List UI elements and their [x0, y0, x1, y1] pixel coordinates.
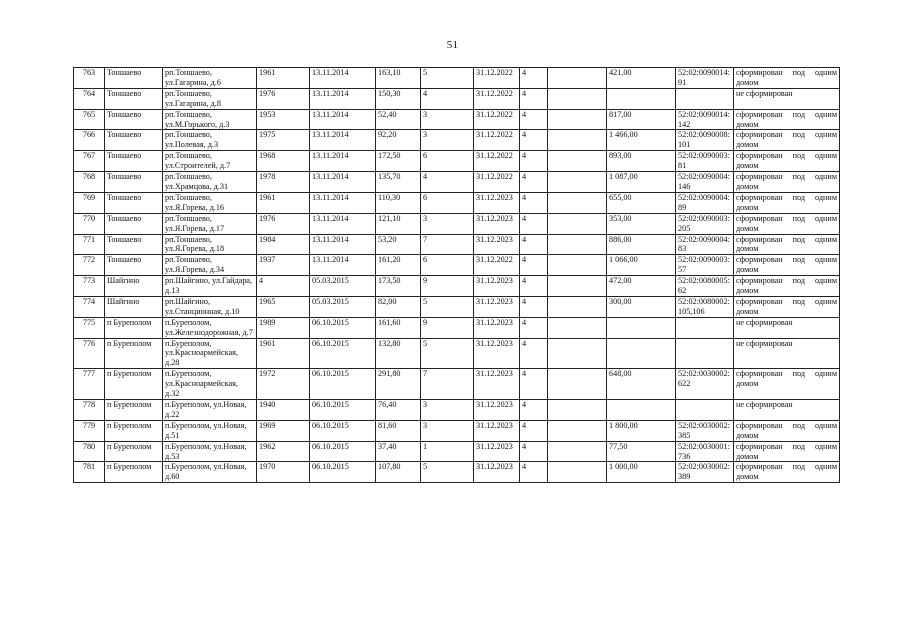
cell-code: 4	[520, 172, 548, 193]
cell-number: 778	[74, 400, 105, 421]
cell-year: 1962	[257, 441, 310, 462]
cell-year: 1975	[257, 130, 310, 151]
cell-date: 13.11.2014	[310, 68, 376, 89]
cell-cost: 1 066,00	[607, 255, 676, 276]
cell-cost: 300,00	[607, 296, 676, 317]
cell-empty	[548, 369, 607, 400]
cell-date: 13.11.2014	[310, 213, 376, 234]
cell-address: рп.Шайгино, ул.Станционная, д.10	[163, 296, 257, 317]
cell-number: 763	[74, 68, 105, 89]
cell-year: 1972	[257, 369, 310, 400]
cell-area: 52,40	[376, 109, 421, 130]
cell-date: 13.11.2014	[310, 130, 376, 151]
cell-area: 135,70	[376, 172, 421, 193]
cell-code: 4	[520, 441, 548, 462]
cell-count: 6	[421, 192, 474, 213]
cell-count: 9	[421, 317, 474, 338]
cell-locality: Тоншаево	[105, 213, 163, 234]
cell-empty	[548, 462, 607, 483]
cell-cadastral: 52:02:0080005:62	[676, 276, 734, 297]
cell-number: 773	[74, 276, 105, 297]
cell-empty	[548, 172, 607, 193]
cell-code: 4	[520, 130, 548, 151]
cell-code: 4	[520, 109, 548, 130]
table-row	[74, 234, 840, 255]
cell-area: 121,10	[376, 213, 421, 234]
cell-status: сформирован под одним домом	[734, 296, 840, 317]
cell-deadline: 31.12.2022	[474, 172, 520, 193]
cell-number: 767	[74, 151, 105, 172]
cell-cadastral: 52:02:0090008:101	[676, 130, 734, 151]
cell-cadastral	[676, 400, 734, 421]
cell-code: 4	[520, 88, 548, 109]
cell-area: 161,20	[376, 255, 421, 276]
cell-code: 4	[520, 255, 548, 276]
cell-code: 4	[520, 151, 548, 172]
cell-cost: 655,00	[607, 192, 676, 213]
cell-cadastral: 52:02:0090014:91	[676, 68, 734, 89]
cell-area: 132,80	[376, 338, 421, 369]
cell-count: 3	[421, 213, 474, 234]
cell-year: 1961	[257, 338, 310, 369]
cell-date: 05.03.2015	[310, 296, 376, 317]
cell-area: 82,00	[376, 296, 421, 317]
cell-locality: п Буреполом	[105, 462, 163, 483]
cell-status: не сформирован	[734, 317, 840, 338]
cell-empty	[548, 441, 607, 462]
cell-empty	[548, 130, 607, 151]
cell-year: 1968	[257, 151, 310, 172]
cell-status: сформирован под одним домом	[734, 151, 840, 172]
cell-cadastral: 52:02:0080002:105,106	[676, 296, 734, 317]
cell-cadastral: 52:02:0030002:389	[676, 462, 734, 483]
cell-area: 291,80	[376, 369, 421, 400]
cell-area: 53,20	[376, 234, 421, 255]
table-row	[74, 441, 840, 462]
cell-empty	[548, 109, 607, 130]
cell-count: 3	[421, 130, 474, 151]
cell-count: 5	[421, 462, 474, 483]
cell-year: 1976	[257, 213, 310, 234]
cell-status: сформирован под одним домом	[734, 441, 840, 462]
cell-year: 1984	[257, 234, 310, 255]
cell-locality: Шайгино	[105, 296, 163, 317]
cell-address: рп.Тоншаево, ул.М.Горького, д.3	[163, 109, 257, 130]
cell-address: рп.Тоншаево, ул.Я.Горева, д.34	[163, 255, 257, 276]
table-row	[74, 462, 840, 483]
table-row	[74, 172, 840, 193]
cell-count: 3	[421, 420, 474, 441]
cell-status: не сформирован	[734, 88, 840, 109]
cell-date: 05.03.2015	[310, 276, 376, 297]
cell-area: 161,60	[376, 317, 421, 338]
housing-registry-table	[73, 67, 840, 483]
cell-status: сформирован под одним домом	[734, 172, 840, 193]
cell-date: 13.11.2014	[310, 88, 376, 109]
cell-code: 4	[520, 338, 548, 369]
cell-date: 13.11.2014	[310, 109, 376, 130]
cell-locality: Тоншаево	[105, 151, 163, 172]
cell-date: 06.10.2015	[310, 317, 376, 338]
cell-status: сформирован под одним домом	[734, 420, 840, 441]
cell-empty	[548, 234, 607, 255]
cell-status: не сформирован	[734, 338, 840, 369]
cell-locality: п Буреполом	[105, 369, 163, 400]
cell-count: 6	[421, 151, 474, 172]
cell-year: 1961	[257, 68, 310, 89]
cell-number: 768	[74, 172, 105, 193]
cell-deadline: 31.12.2022	[474, 151, 520, 172]
cell-date: 06.10.2015	[310, 420, 376, 441]
cell-deadline: 31.12.2023	[474, 213, 520, 234]
cell-address: п.Буреполом, ул.Красноармейская, д.32	[163, 369, 257, 400]
cell-deadline: 31.12.2022	[474, 255, 520, 276]
cell-count: 3	[421, 400, 474, 421]
table-row	[74, 151, 840, 172]
cell-number: 781	[74, 462, 105, 483]
cell-count: 5	[421, 296, 474, 317]
cell-address: п.Буреполом, ул.Железнодорожная, д.7	[163, 317, 257, 338]
cell-code: 4	[520, 400, 548, 421]
cell-status: сформирован под одним домом	[734, 192, 840, 213]
cell-code: 4	[520, 317, 548, 338]
cell-code: 4	[520, 462, 548, 483]
cell-area: 172,50	[376, 151, 421, 172]
cell-empty	[548, 213, 607, 234]
cell-count: 7	[421, 234, 474, 255]
cell-cost: 1 087,00	[607, 172, 676, 193]
cell-area: 37,40	[376, 441, 421, 462]
cell-cost	[607, 317, 676, 338]
cell-year: 1970	[257, 462, 310, 483]
cell-date: 13.11.2014	[310, 255, 376, 276]
cell-year: 4	[257, 276, 310, 297]
cell-locality: Тоншаево	[105, 172, 163, 193]
cell-date: 06.10.2015	[310, 400, 376, 421]
cell-address: рп.Тоншаево, ул.Я.Горева, д.17	[163, 213, 257, 234]
table-row	[74, 338, 840, 369]
page-number: 51	[446, 39, 459, 51]
cell-empty	[548, 400, 607, 421]
cell-address: рп.Тоншаево, ул.Гагарина, д.6	[163, 68, 257, 89]
cell-status: сформирован под одним домом	[734, 369, 840, 400]
table-row	[74, 296, 840, 317]
cell-number: 776	[74, 338, 105, 369]
cell-cadastral	[676, 88, 734, 109]
cell-locality: Тоншаево	[105, 234, 163, 255]
cell-deadline: 31.12.2022	[474, 88, 520, 109]
cell-locality: п Буреполом	[105, 317, 163, 338]
cell-cadastral	[676, 317, 734, 338]
cell-cost	[607, 88, 676, 109]
cell-cost: 886,00	[607, 234, 676, 255]
cell-address: п.Буреполом, ул.Новая, д.60	[163, 462, 257, 483]
cell-area: 110,30	[376, 192, 421, 213]
cell-code: 4	[520, 234, 548, 255]
cell-status: не сформирован	[734, 400, 840, 421]
cell-year: 1953	[257, 109, 310, 130]
cell-status: сформирован под одним домом	[734, 462, 840, 483]
cell-date: 13.11.2014	[310, 192, 376, 213]
cell-locality: Тоншаево	[105, 192, 163, 213]
cell-year: 1965	[257, 296, 310, 317]
cell-locality: Тоншаево	[105, 109, 163, 130]
cell-date: 06.10.2015	[310, 462, 376, 483]
cell-year: 1978	[257, 172, 310, 193]
cell-area: 92,20	[376, 130, 421, 151]
cell-empty	[548, 317, 607, 338]
cell-empty	[548, 276, 607, 297]
cell-address: п.Буреполом, ул.Новая, д.51	[163, 420, 257, 441]
cell-code: 4	[520, 213, 548, 234]
cell-address: рп.Тоншаево, ул.Храмцова, д.31	[163, 172, 257, 193]
cell-locality: п Буреполом	[105, 400, 163, 421]
cell-cost: 1 800,00	[607, 420, 676, 441]
cell-cost: 1 466,00	[607, 130, 676, 151]
cell-status: сформирован под одним домом	[734, 213, 840, 234]
cell-area: 173,50	[376, 276, 421, 297]
cell-deadline: 31.12.2023	[474, 400, 520, 421]
cell-locality: п Буреполом	[105, 338, 163, 369]
table-row	[74, 369, 840, 400]
cell-status: сформирован под одним домом	[734, 109, 840, 130]
cell-date: 13.11.2014	[310, 234, 376, 255]
cell-cost	[607, 400, 676, 421]
cell-cadastral: 52:02:0030001:736	[676, 441, 734, 462]
cell-number: 777	[74, 369, 105, 400]
table-row	[74, 420, 840, 441]
cell-status: сформирован под одним домом	[734, 130, 840, 151]
cell-cadastral: 52:02:0090004:146	[676, 172, 734, 193]
cell-deadline: 31.12.2022	[474, 130, 520, 151]
cell-locality: п Буреполом	[105, 441, 163, 462]
cell-number: 770	[74, 213, 105, 234]
cell-cadastral: 52:02:0090004:89	[676, 192, 734, 213]
cell-number: 780	[74, 441, 105, 462]
cell-address: п.Буреполом, ул.Новая, д.22	[163, 400, 257, 421]
table-row	[74, 255, 840, 276]
cell-cost	[607, 338, 676, 369]
cell-empty	[548, 338, 607, 369]
cell-cost: 472,00	[607, 276, 676, 297]
cell-cost: 77,50	[607, 441, 676, 462]
cell-deadline: 31.12.2023	[474, 338, 520, 369]
table-row	[74, 317, 840, 338]
cell-address: рп.Тоншаево, ул.Я.Горева, д.16	[163, 192, 257, 213]
cell-deadline: 31.12.2023	[474, 420, 520, 441]
cell-deadline: 31.12.2023	[474, 234, 520, 255]
cell-deadline: 31.12.2023	[474, 462, 520, 483]
cell-cadastral: 52:02:0030002:385	[676, 420, 734, 441]
cell-area: 81,60	[376, 420, 421, 441]
table-row	[74, 88, 840, 109]
cell-year: 1940	[257, 400, 310, 421]
cell-deadline: 31.12.2023	[474, 192, 520, 213]
cell-number: 769	[74, 192, 105, 213]
cell-number: 766	[74, 130, 105, 151]
cell-status: сформирован под одним домом	[734, 276, 840, 297]
cell-cost: 421,00	[607, 68, 676, 89]
cell-year: 1961	[257, 192, 310, 213]
cell-code: 4	[520, 276, 548, 297]
cell-address: рп.Шайгино, ул.Гайдара, д.13	[163, 276, 257, 297]
cell-area: 76,40	[376, 400, 421, 421]
cell-status: сформирован под одним домом	[734, 68, 840, 89]
cell-area: 163,10	[376, 68, 421, 89]
cell-empty	[548, 420, 607, 441]
cell-address: рп.Тоншаево, ул.Строителей, д.7	[163, 151, 257, 172]
cell-code: 4	[520, 420, 548, 441]
cell-cadastral: 52:02:0090003:81	[676, 151, 734, 172]
cell-deadline: 31.12.2023	[474, 296, 520, 317]
cell-area: 107,80	[376, 462, 421, 483]
cell-area: 150,30	[376, 88, 421, 109]
cell-count: 1	[421, 441, 474, 462]
cell-address: п.Буреполом, ул.Новая, д.53	[163, 441, 257, 462]
cell-date: 06.10.2015	[310, 441, 376, 462]
cell-count: 5	[421, 338, 474, 369]
cell-year: 1937	[257, 255, 310, 276]
table-row	[74, 276, 840, 297]
cell-cadastral	[676, 338, 734, 369]
cell-cost: 648,00	[607, 369, 676, 400]
cell-cadastral: 52:02:0030002:622	[676, 369, 734, 400]
cell-status: сформирован под одним домом	[734, 234, 840, 255]
cell-cadastral: 52:02:0090014:142	[676, 109, 734, 130]
cell-deadline: 31.12.2023	[474, 441, 520, 462]
cell-date: 13.11.2014	[310, 151, 376, 172]
cell-empty	[548, 68, 607, 89]
cell-count: 4	[421, 172, 474, 193]
cell-date: 06.10.2015	[310, 338, 376, 369]
cell-number: 765	[74, 109, 105, 130]
cell-empty	[548, 255, 607, 276]
cell-cost: 817,00	[607, 109, 676, 130]
cell-code: 4	[520, 369, 548, 400]
cell-cost: 353,00	[607, 213, 676, 234]
cell-count: 9	[421, 276, 474, 297]
cell-deadline: 31.12.2023	[474, 276, 520, 297]
cell-status: сформирован под одним домом	[734, 255, 840, 276]
cell-number: 779	[74, 420, 105, 441]
table-row	[74, 68, 840, 89]
cell-cadastral: 52:02:0090004:83	[676, 234, 734, 255]
cell-address: рп.Тоншаево, ул.Полевая, д.3	[163, 130, 257, 151]
cell-cost: 893,00	[607, 151, 676, 172]
cell-deadline: 31.12.2023	[474, 317, 520, 338]
cell-empty	[548, 151, 607, 172]
cell-count: 3	[421, 109, 474, 130]
registry-body	[74, 68, 840, 483]
cell-year: 1989	[257, 317, 310, 338]
cell-count: 7	[421, 369, 474, 400]
cell-count: 6	[421, 255, 474, 276]
cell-locality: Шайгино	[105, 276, 163, 297]
table-row	[74, 130, 840, 151]
table-row	[74, 109, 840, 130]
cell-locality: Тоншаево	[105, 68, 163, 89]
cell-address: п.Буреполом, ул.Красноармейская, д.28	[163, 338, 257, 369]
cell-empty	[548, 88, 607, 109]
cell-date: 13.11.2014	[310, 172, 376, 193]
table-row	[74, 192, 840, 213]
cell-deadline: 31.12.2023	[474, 369, 520, 400]
cell-locality: Тоншаево	[105, 88, 163, 109]
table-row	[74, 213, 840, 234]
cell-locality: Тоншаево	[105, 255, 163, 276]
cell-code: 4	[520, 192, 548, 213]
cell-deadline: 31.12.2022	[474, 68, 520, 89]
table-row	[74, 400, 840, 421]
cell-deadline: 31.12.2022	[474, 109, 520, 130]
cell-number: 764	[74, 88, 105, 109]
cell-year: 1969	[257, 420, 310, 441]
cell-locality: Тоншаево	[105, 130, 163, 151]
cell-code: 4	[520, 68, 548, 89]
cell-code: 4	[520, 296, 548, 317]
cell-cadastral: 52:02:0090003:57	[676, 255, 734, 276]
cell-date: 06.10.2015	[310, 369, 376, 400]
cell-address: рп.Тоншаево, ул.Гагарина, д.8	[163, 88, 257, 109]
cell-cost: 1 000,00	[607, 462, 676, 483]
cell-count: 4	[421, 88, 474, 109]
cell-address: рп.Тоншаево, ул.Я.Горева, д.18	[163, 234, 257, 255]
cell-locality: п Буреполом	[105, 420, 163, 441]
cell-year: 1976	[257, 88, 310, 109]
cell-count: 5	[421, 68, 474, 89]
cell-number: 771	[74, 234, 105, 255]
cell-number: 772	[74, 255, 105, 276]
cell-empty	[548, 192, 607, 213]
cell-cadastral: 52:02:0090003:205	[676, 213, 734, 234]
cell-number: 774	[74, 296, 105, 317]
cell-number: 775	[74, 317, 105, 338]
cell-empty	[548, 296, 607, 317]
